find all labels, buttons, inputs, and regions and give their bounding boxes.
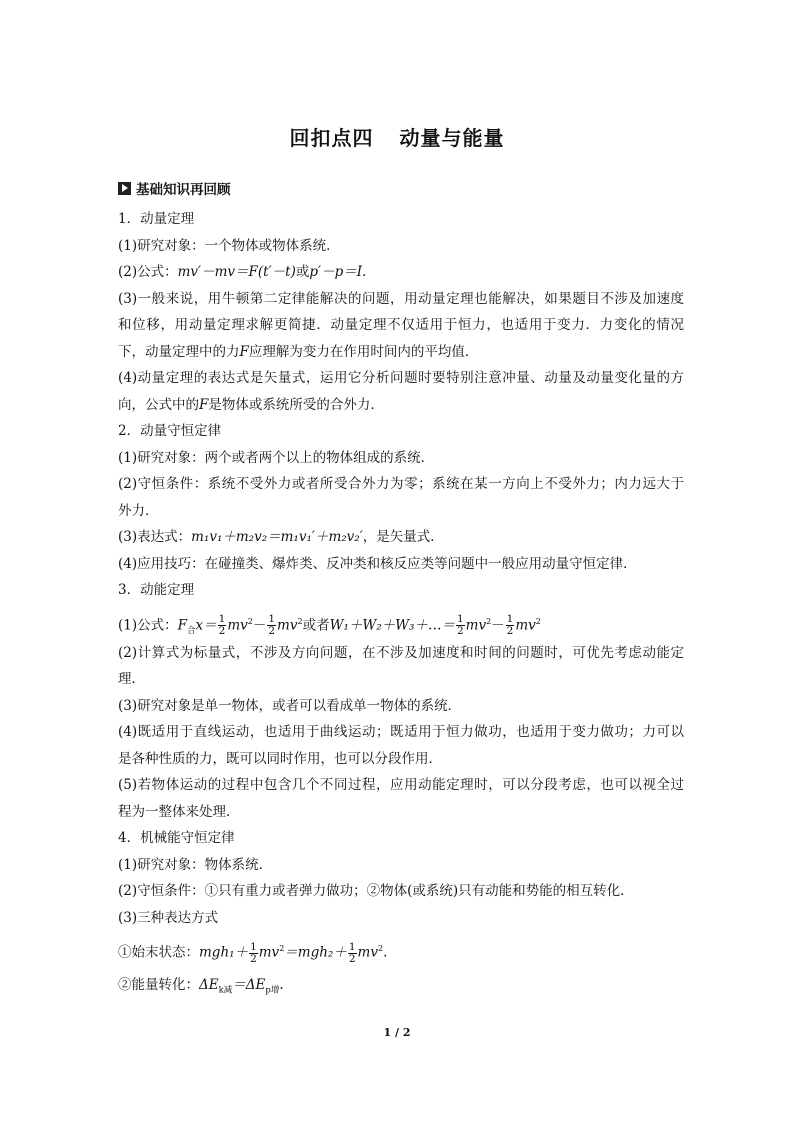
text-line: (3)一般来说，用牛顿第二定律能解决的问题，用动量定理也能解决，如果题目不涉及加速度 [118,290,684,307]
text-line: (4)应用技巧：在碰撞类、爆炸类、反冲类和核反应类等问题中一般应用动量守恒定律． [118,555,637,572]
text-line: (1)研究对象：一个物体或物体系统． [118,237,340,254]
heading-mechanical-energy-conservation: 4．机械能守恒定律 [118,830,235,846]
heading-kinetic-energy-theorem: 3．动能定理 [118,582,195,598]
text-line: (5)若物体运动的过程中包含几个不同过程，应用动能定理时，可以分段考虑，也可以视全过 [118,777,684,793]
text-line: (2)守恒条件：系统不受外力或者所受合外力为零；系统在某一方向上不受外力；内力远大于 [118,476,684,492]
formula: m₁v₁＋m₂v₂＝m₁v₁′＋m₂v₂′ [191,529,363,545]
text-line: 下，动量定理中的力F应理解为变力在作用时间内的平均值． [118,343,479,360]
text-line: 向，公式中的F是物体或系统所受的合外力． [118,396,384,413]
page-number: 1 / 2 [383,1026,411,1039]
text-line: (3)研究对象是单一物体，或者可以看成单一物体的系统． [118,697,462,714]
fraction: $\frac{1}{2}$ [268,613,276,637]
page-title [0,122,794,151]
text-line: (1)研究对象：物体系统． [118,856,273,873]
fraction: $\frac{1}{2}$ [506,613,514,637]
text-line: (3)三种表达方式 [118,909,219,926]
formula-line-work-energy: (1)公式：$F_合x=$ $\frac{1}{2}$ $mv^2-$ $\frac{1}{2}$ $mv^2$或者W₁＋W₂＋W₃＋…＝ $\frac{1}{2}$ $mv^2-$ $\frac{1}{2}$ $mv^2$ [118,613,541,637]
fraction: $\frac{1}{2}$ [456,613,464,637]
text-line: (2)守恒条件：①只有重力或者弹力做功；②物体(或系统)只有动能和势能的相互转化． [118,883,634,899]
fraction: $\frac{1}{2}$ [348,940,356,965]
fraction: $\frac{1}{2}$ [250,940,257,965]
document-body [118,206,684,1003]
text-line: (3)表达式：m₁v₁＋m₂v₂＝m₁v₁′＋m₂v₂′，是矢量式． [118,529,444,545]
formula: p′－p＝I. [309,264,367,280]
text-line: 是各种性质的力，既可以同时作用，也可以分段作用． [118,750,442,767]
heading-momentum-theorem: 1．动量定理 [118,211,195,227]
play-triangle-icon [118,182,131,195]
text-line: (2)计算式为标量式，不涉及方向问题，在不涉及加速度和时间的问题时，可优先考虑动能定 [118,644,684,661]
fraction: $\frac{1}{2}$ [218,613,226,637]
text-line: (4)既适用于直线运动，也适用于曲线运动；既适用于恒力做功，也适用于变力做功；力可以 [118,724,684,740]
text-line: 理． [118,671,145,687]
text-line: 和位移，用动量定理求解更简捷．动量定理不仅适用于恒力，也适用于变力．力变化的情况 [118,317,684,333]
formula-line-energy-transfer: ②能量转化：$\Delta E_{k减}=\Delta E_{p增}$. [118,977,284,996]
text-line: (2)公式：mv′－mv＝F(t′－t)或p′－p＝I. [118,264,367,280]
section-heading [118,178,231,198]
text-line: 外力． [118,502,159,519]
text-line: (1)研究对象：两个或者两个以上的物体组成的系统． [118,449,435,466]
title-part2: 动量与能量 [399,126,505,150]
text-line: 程为一整体来处理． [118,803,240,820]
title-part1: 回扣点四 [289,126,374,150]
heading-momentum-conservation: 2．动量守恒定律 [118,423,222,439]
text-line: (4)动量定理的表达式是矢量式，运用它分析问题时要特别注意冲量、动量及动量变化量的方 [118,370,684,386]
section-heading-text: 基础知识再回顾 [136,182,231,198]
formula-line-initial-final: ①始末状态：mgh₁＋ $\frac{1}{2}$ $mv^2=mgh_2+$ $\frac{1}{2}$ $mv^2$. [118,940,388,965]
formula: mv′－mv＝F(t′－t) [177,264,296,280]
